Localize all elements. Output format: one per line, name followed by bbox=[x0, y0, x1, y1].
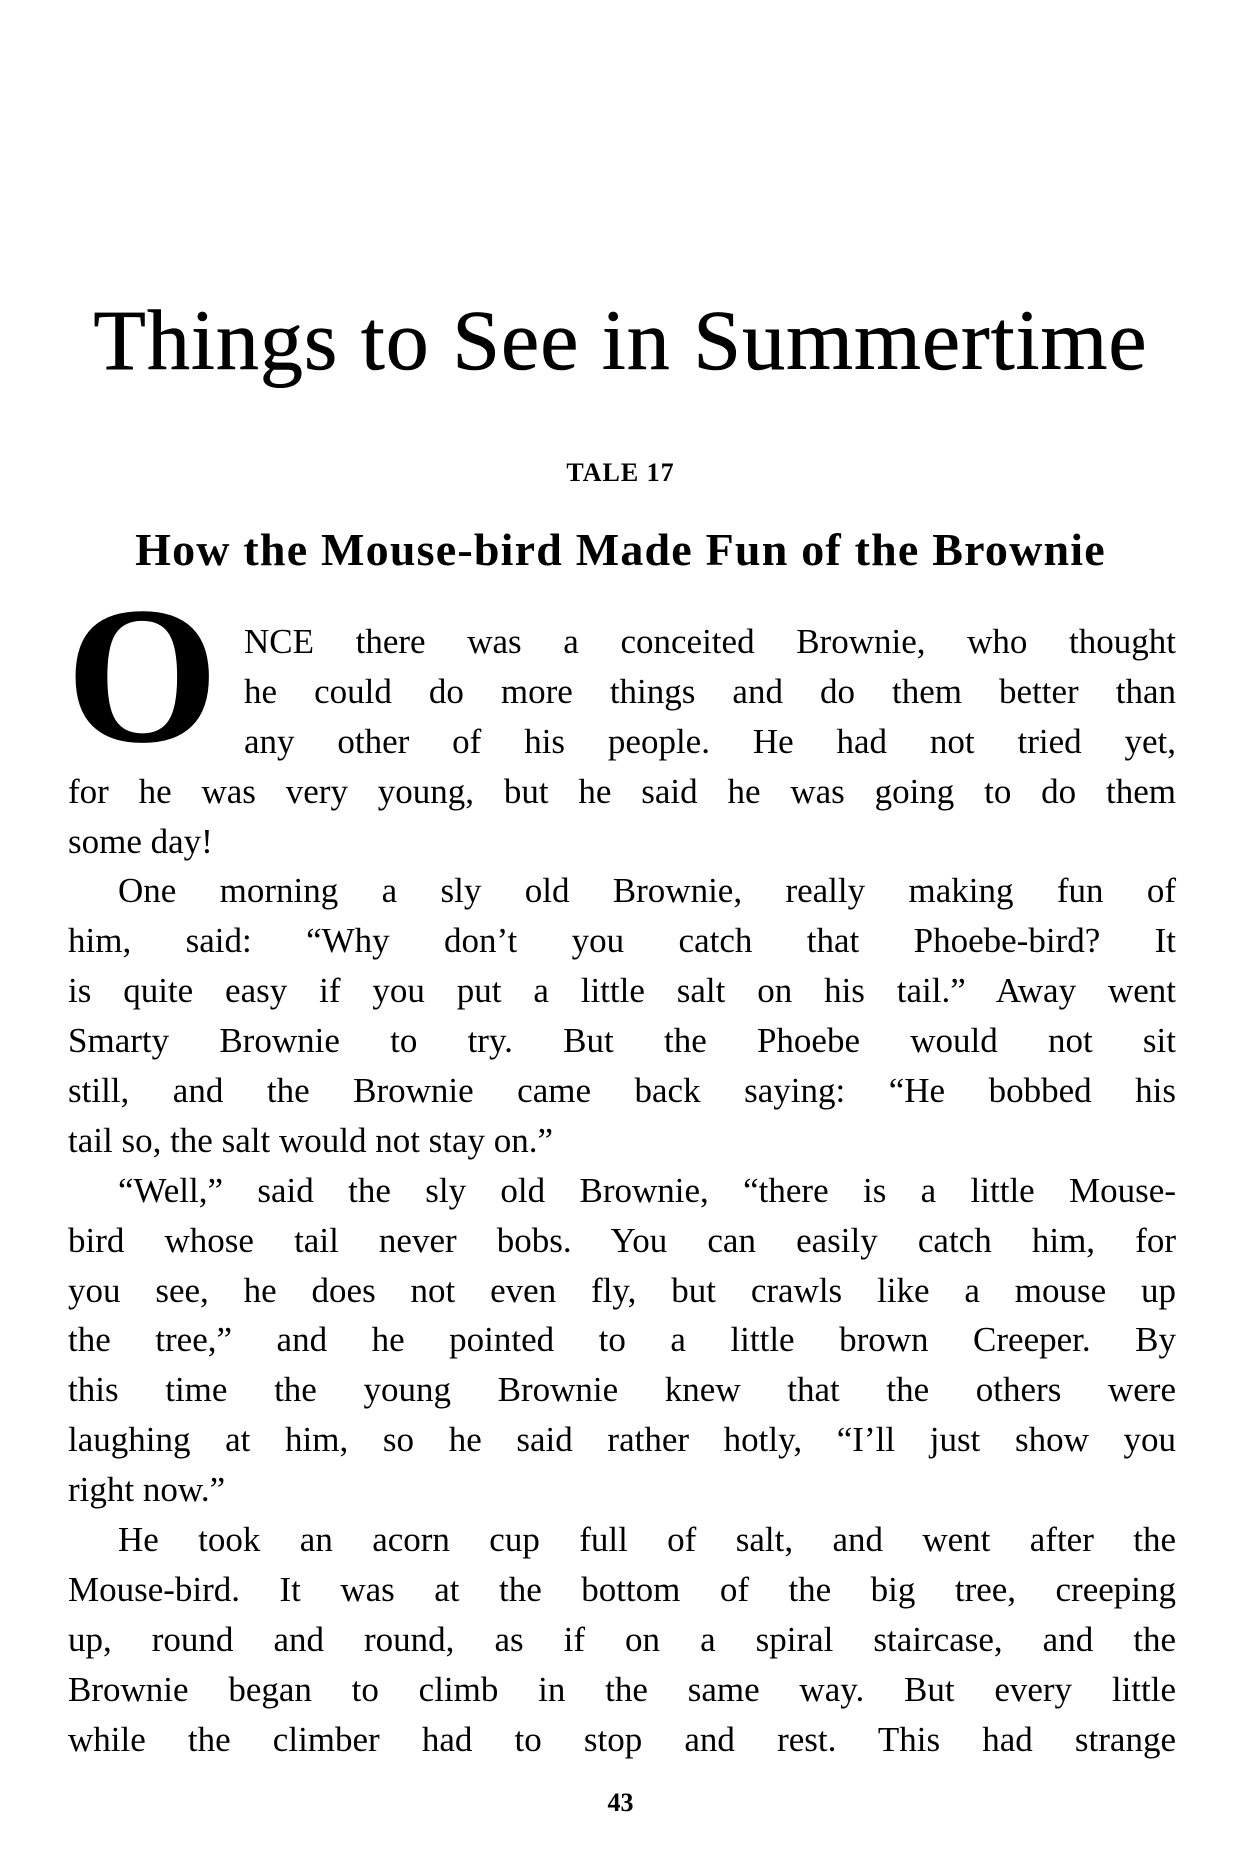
text-line: One morning a sly old Brownie, really making fun of bbox=[118, 871, 1176, 911]
text-line: you see, he does not even fly, but crawls like a mouse up bbox=[68, 1270, 1176, 1310]
tale-subtitle: How the Mouse-bird Made Fun of the Brownie bbox=[135, 524, 1106, 575]
text-line: is quite easy if you put a little salt on his tail.” Away went bbox=[68, 971, 1176, 1011]
drop-cap: O bbox=[66, 567, 219, 784]
text-line: still, and the Brownie came back saying: “He bobbed his bbox=[68, 1071, 1176, 1111]
text-line: He took an acorn cup full of salt, and went after the bbox=[118, 1520, 1176, 1560]
text-line: “Well,” said the sly old Brownie, “there is a little Mouse- bbox=[118, 1170, 1176, 1210]
tale-label: TALE 17 bbox=[566, 458, 675, 487]
text-line: NCE there was a conceited Brownie, who thought bbox=[244, 622, 1176, 661]
text-line: this time the young Brownie knew that the others were bbox=[68, 1370, 1176, 1410]
text-line: for he was very young, but he said he was going to do them bbox=[68, 771, 1176, 811]
text-line: Brownie began to climb in the same way. But every little bbox=[68, 1669, 1176, 1709]
text-line: any other of his people. He had not tried yet, bbox=[244, 721, 1176, 761]
text-line: him, said: “Why don’t you catch that Phoebe-bird? It bbox=[68, 921, 1176, 961]
text-line: bird whose tail never bobs. You can easily catch him, for bbox=[68, 1220, 1176, 1260]
page-number: 43 bbox=[607, 1788, 634, 1817]
text-line: the tree,” and he pointed to a little brown Creeper. By bbox=[68, 1320, 1176, 1360]
text-line: right now.” bbox=[68, 1470, 226, 1510]
text-line: Mouse-bird. It was at the bottom of the big tree, creeping bbox=[68, 1569, 1176, 1609]
chapter-title: Things to See in Summertime bbox=[93, 292, 1148, 388]
text-line: he could do more things and do them better than bbox=[244, 671, 1176, 711]
text-line: some day! bbox=[68, 821, 213, 861]
text-line: while the climber had to stop and rest. This had strange bbox=[68, 1719, 1176, 1759]
text-line: laughing at him, so he said rather hotly, “I’ll just show you bbox=[68, 1420, 1176, 1460]
text-line: tail so, the salt would not stay on.” bbox=[68, 1120, 554, 1160]
body-text bbox=[68, 617, 1176, 1764]
text-line: up, round and round, as if on a spiral staircase, and the bbox=[68, 1619, 1176, 1659]
text-line: Smarty Brownie to try. But the Phoebe would not sit bbox=[68, 1021, 1176, 1061]
